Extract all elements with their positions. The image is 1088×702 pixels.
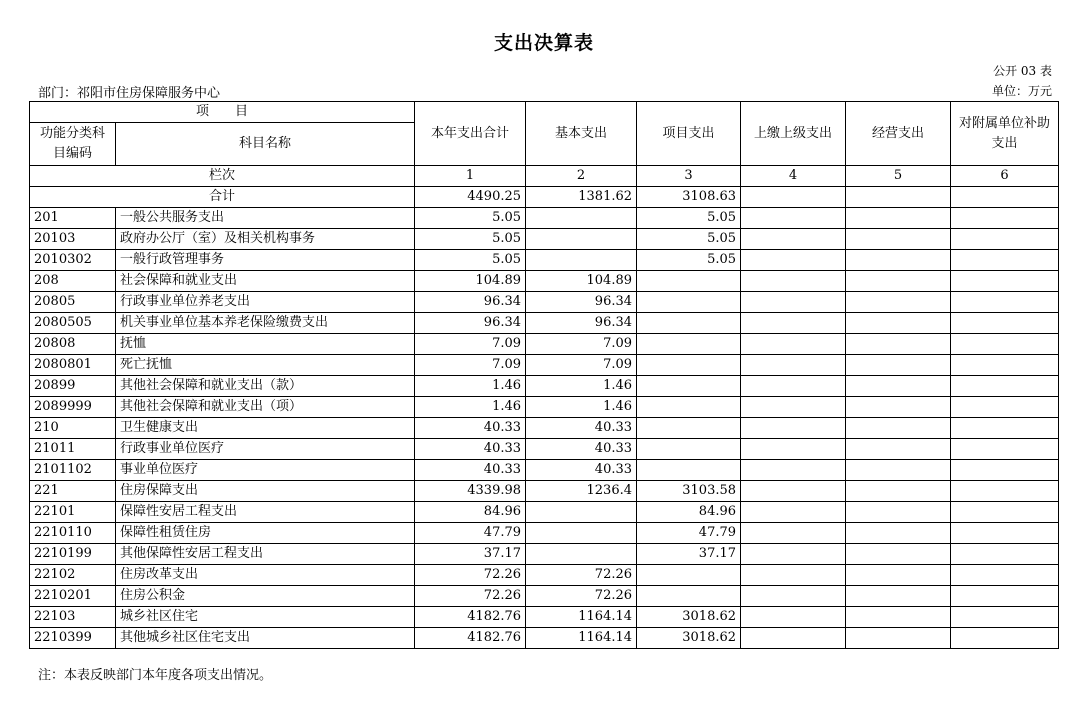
total-cell: 7.09 (415, 355, 526, 376)
subsidy-cell (951, 376, 1059, 397)
table-row (30, 397, 1059, 418)
business-cell (846, 418, 951, 439)
table-row (30, 292, 1059, 313)
project-cell: 84.96 (637, 502, 741, 523)
business-cell (846, 271, 951, 292)
upper-cell (741, 418, 846, 439)
basic-cell: 72.26 (526, 586, 637, 607)
total-cell: 96.34 (415, 292, 526, 313)
subject-name-cell: 住房改革支出 (116, 565, 415, 586)
table-row (30, 460, 1059, 481)
basic-cell: 1164.14 (526, 628, 637, 649)
total-cell: 7.09 (415, 334, 526, 355)
header-project-expense: 项目支出 (637, 102, 741, 166)
code-cell: 20805 (30, 292, 116, 313)
project-cell: 5.05 (637, 229, 741, 250)
business-cell (846, 313, 951, 334)
basic-cell: 40.33 (526, 460, 637, 481)
project-cell: 37.17 (637, 544, 741, 565)
subsidy-cell (951, 502, 1059, 523)
total-cell: 72.26 (415, 586, 526, 607)
index-cell: 4 (741, 166, 846, 187)
upper-cell (741, 292, 846, 313)
business-cell (846, 481, 951, 502)
table-header (30, 102, 1059, 187)
upper-cell (741, 439, 846, 460)
subsidy-cell (951, 229, 1059, 250)
total-label: 合计 (30, 187, 415, 208)
basic-cell (526, 229, 637, 250)
code-cell: 201 (30, 208, 116, 229)
subject-name-cell: 其他保障性安居工程支出 (116, 544, 415, 565)
subsidy-cell (951, 334, 1059, 355)
basic-cell: 1381.62 (526, 187, 637, 208)
total-cell: 104.89 (415, 271, 526, 292)
subsidy-cell (951, 313, 1059, 334)
project-cell: 47.79 (637, 523, 741, 544)
subsidy-cell (951, 523, 1059, 544)
subsidy-cell (951, 208, 1059, 229)
table-row (30, 418, 1059, 439)
total-cell: 72.26 (415, 565, 526, 586)
code-cell: 22101 (30, 502, 116, 523)
upper-cell (741, 460, 846, 481)
project-cell (637, 397, 741, 418)
subsidy-cell (951, 586, 1059, 607)
basic-cell: 40.33 (526, 439, 637, 460)
index-cell: 1 (415, 166, 526, 187)
subsidy-cell (951, 607, 1059, 628)
basic-cell: 96.34 (526, 292, 637, 313)
upper-cell (741, 397, 846, 418)
table-row (30, 586, 1059, 607)
subject-name-cell: 其他社会保障和就业支出（项） (116, 397, 415, 418)
total-cell: 37.17 (415, 544, 526, 565)
basic-cell: 1.46 (526, 397, 637, 418)
subsidy-cell (951, 439, 1059, 460)
business-cell (846, 565, 951, 586)
code-cell: 2210201 (30, 586, 116, 607)
table-row (30, 208, 1059, 229)
project-cell (637, 418, 741, 439)
code-cell: 20808 (30, 334, 116, 355)
upper-cell (741, 502, 846, 523)
basic-cell: 1164.14 (526, 607, 637, 628)
subject-name-cell: 事业单位医疗 (116, 460, 415, 481)
project-cell: 5.05 (637, 250, 741, 271)
code-cell: 20899 (30, 376, 116, 397)
footnote: 注：本表反映部门本年度各项支出情况。 (38, 668, 273, 683)
project-cell: 3103.58 (637, 481, 741, 502)
subsidy-cell (951, 460, 1059, 481)
table-row (30, 250, 1059, 271)
row-index-label: 栏次 (30, 166, 415, 187)
total-cell: 5.05 (415, 208, 526, 229)
total-cell: 1.46 (415, 376, 526, 397)
project-cell (637, 292, 741, 313)
upper-cell (741, 271, 846, 292)
subject-name-cell: 一般公共服务支出 (116, 208, 415, 229)
subsidy-cell (951, 481, 1059, 502)
subject-name-cell: 社会保障和就业支出 (116, 271, 415, 292)
subsidy-cell (951, 565, 1059, 586)
total-cell: 4339.98 (415, 481, 526, 502)
subsidy-cell (951, 628, 1059, 649)
business-cell (846, 229, 951, 250)
subject-name-cell: 保障性安居工程支出 (116, 502, 415, 523)
header-business: 经营支出 (846, 102, 951, 166)
basic-cell: 7.09 (526, 334, 637, 355)
code-cell: 2210199 (30, 544, 116, 565)
basic-cell: 72.26 (526, 565, 637, 586)
project-cell (637, 460, 741, 481)
basic-cell: 96.34 (526, 313, 637, 334)
upper-cell (741, 544, 846, 565)
total-cell: 4182.76 (415, 628, 526, 649)
project-cell (637, 586, 741, 607)
basic-cell (526, 544, 637, 565)
business-cell (846, 460, 951, 481)
business-cell (846, 523, 951, 544)
upper-cell (741, 628, 846, 649)
table-row (30, 607, 1059, 628)
department-label: 部门：祁阳市住房保障服务中心 (38, 86, 221, 101)
business-cell (846, 355, 951, 376)
table-row (30, 355, 1059, 376)
total-cell: 84.96 (415, 502, 526, 523)
subject-name-cell: 一般行政管理事务 (116, 250, 415, 271)
code-cell: 2010302 (30, 250, 116, 271)
header-subsidy: 对附属单位补助支出 (951, 102, 1059, 166)
code-cell: 210 (30, 418, 116, 439)
subject-name-cell: 保障性租赁住房 (116, 523, 415, 544)
table-row (30, 544, 1059, 565)
subject-name-cell: 城乡社区住宅 (116, 607, 415, 628)
basic-cell (526, 523, 637, 544)
index-cell: 5 (846, 166, 951, 187)
subject-name-cell: 行政事业单位医疗 (116, 439, 415, 460)
upper-cell (741, 607, 846, 628)
form-number: 公开 03 表 (993, 64, 1052, 78)
code-cell: 2101102 (30, 460, 116, 481)
total-cell: 4182.76 (415, 607, 526, 628)
header-func-code: 功能分类科目编码 (30, 123, 116, 166)
table-row (30, 313, 1059, 334)
subject-name-cell: 其他城乡社区住宅支出 (116, 628, 415, 649)
code-cell: 221 (30, 481, 116, 502)
total-cell: 47.79 (415, 523, 526, 544)
business-cell (846, 439, 951, 460)
project-cell (637, 376, 741, 397)
subsidy-cell (951, 271, 1059, 292)
table-row (30, 439, 1059, 460)
subject-name-cell: 政府办公厅（室）及相关机构事务 (116, 229, 415, 250)
business-cell (846, 208, 951, 229)
upper-cell (741, 208, 846, 229)
upper-cell (741, 334, 846, 355)
basic-cell: 1236.4 (526, 481, 637, 502)
project-cell: 5.05 (637, 208, 741, 229)
unit-label: 单位：万元 (991, 84, 1052, 98)
business-cell (846, 502, 951, 523)
upper-cell (741, 376, 846, 397)
table-row (30, 334, 1059, 355)
subject-name-cell: 机关事业单位基本养老保险缴费支出 (116, 313, 415, 334)
table-body (30, 187, 1059, 649)
subject-name-cell: 行政事业单位养老支出 (116, 292, 415, 313)
upper-cell (741, 229, 846, 250)
index-cell: 2 (526, 166, 637, 187)
basic-cell (526, 250, 637, 271)
code-cell: 22103 (30, 607, 116, 628)
table-row (30, 481, 1059, 502)
upper-cell (741, 481, 846, 502)
index-cell: 6 (951, 166, 1059, 187)
code-cell: 2210110 (30, 523, 116, 544)
basic-cell: 1.46 (526, 376, 637, 397)
total-cell: 5.05 (415, 229, 526, 250)
subject-name-cell: 抚恤 (116, 334, 415, 355)
upper-cell (741, 250, 846, 271)
page-title: 支出决算表 (493, 32, 594, 54)
table-row (30, 271, 1059, 292)
subject-name-cell: 住房保障支出 (116, 481, 415, 502)
subsidy-cell (951, 355, 1059, 376)
upper-cell (741, 313, 846, 334)
table-row (30, 565, 1059, 586)
business-cell (846, 586, 951, 607)
upper-cell (741, 187, 846, 208)
total-cell: 5.05 (415, 250, 526, 271)
table-row (30, 376, 1059, 397)
project-cell: 3018.62 (637, 607, 741, 628)
table-row (30, 229, 1059, 250)
total-cell: 96.34 (415, 313, 526, 334)
project-cell (637, 271, 741, 292)
business-cell (846, 544, 951, 565)
code-cell: 20103 (30, 229, 116, 250)
total-cell: 40.33 (415, 439, 526, 460)
basic-cell (526, 502, 637, 523)
basic-cell: 40.33 (526, 418, 637, 439)
header-subject-name: 科目名称 (116, 123, 415, 166)
project-cell (637, 439, 741, 460)
project-cell (637, 313, 741, 334)
table-row (30, 523, 1059, 544)
code-cell: 208 (30, 271, 116, 292)
total-row (30, 187, 1059, 208)
business-cell (846, 628, 951, 649)
business-cell (846, 376, 951, 397)
business-cell (846, 607, 951, 628)
header-basic: 基本支出 (526, 102, 637, 166)
project-cell (637, 334, 741, 355)
header-upper-payment: 上缴上级支出 (741, 102, 846, 166)
index-cell: 3 (637, 166, 741, 187)
code-cell: 2080801 (30, 355, 116, 376)
subsidy-cell (951, 187, 1059, 208)
subsidy-cell (951, 397, 1059, 418)
project-cell: 3018.62 (637, 628, 741, 649)
basic-cell (526, 208, 637, 229)
subject-name-cell: 死亡抚恤 (116, 355, 415, 376)
code-cell: 21011 (30, 439, 116, 460)
expenditure-table (29, 101, 1059, 649)
project-cell (637, 355, 741, 376)
code-cell: 2089999 (30, 397, 116, 418)
subject-name-cell: 住房公积金 (116, 586, 415, 607)
project-cell (637, 565, 741, 586)
table-row (30, 502, 1059, 523)
upper-cell (741, 586, 846, 607)
subsidy-cell (951, 544, 1059, 565)
business-cell (846, 397, 951, 418)
subject-name-cell: 其他社会保障和就业支出（款） (116, 376, 415, 397)
code-cell: 2080505 (30, 313, 116, 334)
subsidy-cell (951, 418, 1059, 439)
total-cell: 40.33 (415, 460, 526, 481)
total-cell: 40.33 (415, 418, 526, 439)
table-row (30, 628, 1059, 649)
code-cell: 22102 (30, 565, 116, 586)
business-cell (846, 187, 951, 208)
subject-name-cell: 卫生健康支出 (116, 418, 415, 439)
project-header: 项 目 (30, 102, 415, 123)
subsidy-cell (951, 250, 1059, 271)
upper-cell (741, 565, 846, 586)
basic-cell: 7.09 (526, 355, 637, 376)
business-cell (846, 250, 951, 271)
total-cell: 1.46 (415, 397, 526, 418)
upper-cell (741, 523, 846, 544)
project-cell: 3108.63 (637, 187, 741, 208)
upper-cell (741, 355, 846, 376)
business-cell (846, 292, 951, 313)
business-cell (846, 334, 951, 355)
basic-cell: 104.89 (526, 271, 637, 292)
code-cell: 2210399 (30, 628, 116, 649)
total-cell: 4490.25 (415, 187, 526, 208)
header-total: 本年支出合计 (415, 102, 526, 166)
subsidy-cell (951, 292, 1059, 313)
